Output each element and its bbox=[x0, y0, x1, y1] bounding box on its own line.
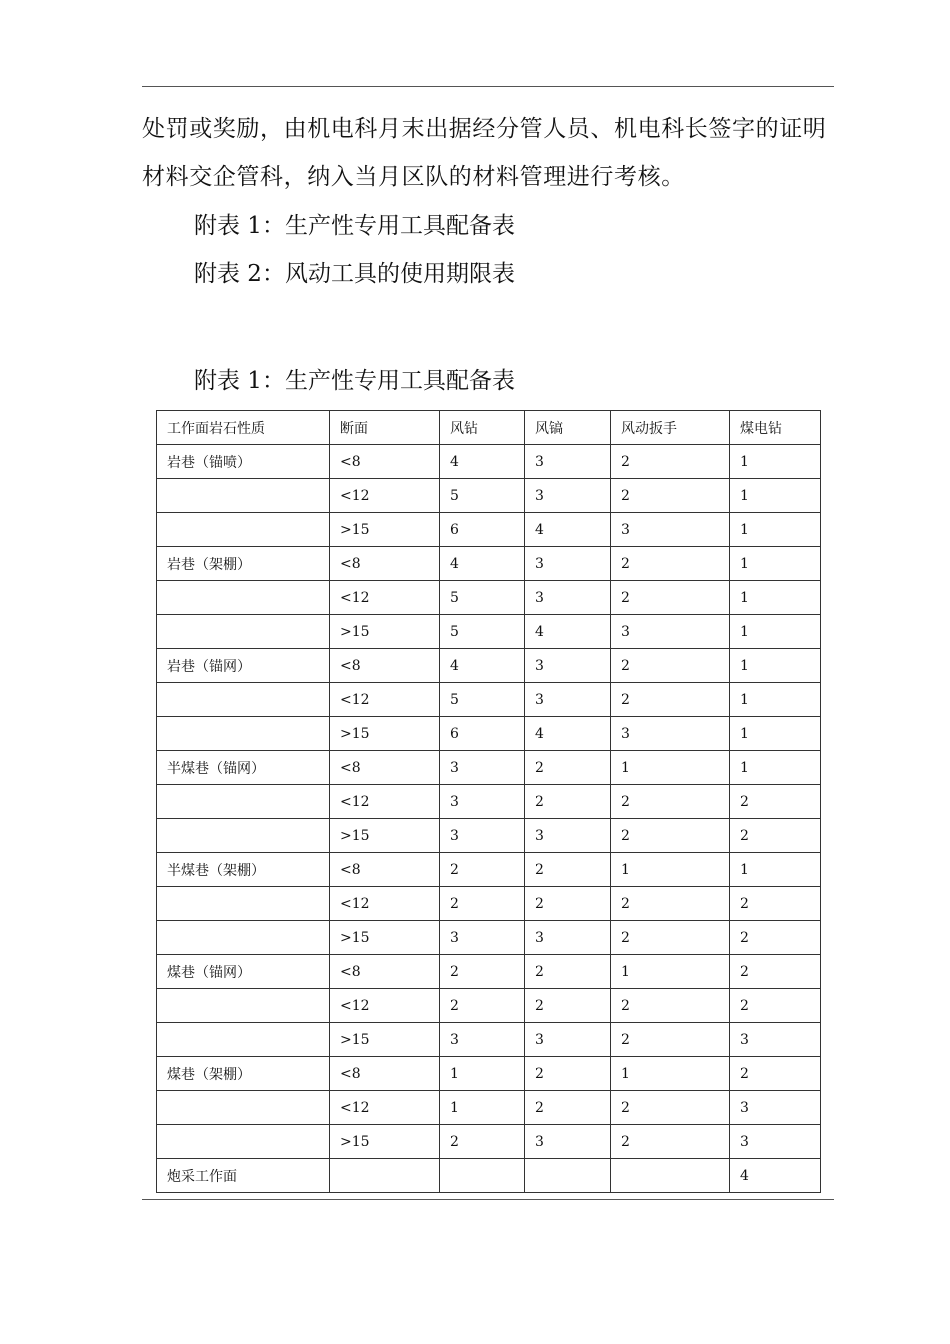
cell-section: <8 bbox=[330, 955, 440, 989]
cell-coal-drill: 1 bbox=[730, 717, 821, 751]
cell-coal-drill: 1 bbox=[730, 479, 821, 513]
cell-pneumatic-pick: 3 bbox=[525, 683, 611, 717]
cell-pneumatic-pick: 2 bbox=[525, 887, 611, 921]
cell-pneumatic-wrench: 2 bbox=[611, 785, 730, 819]
cell-pneumatic-drill: 4 bbox=[440, 649, 525, 683]
table-row bbox=[157, 513, 821, 547]
cell-rock-type bbox=[157, 819, 330, 853]
cell-rock-type bbox=[157, 1023, 330, 1057]
cell-rock-type bbox=[157, 1091, 330, 1125]
header-pneumatic-drill: 风钻 bbox=[440, 411, 525, 445]
cell-coal-drill: 1 bbox=[730, 547, 821, 581]
cell-pneumatic-pick: 2 bbox=[525, 989, 611, 1023]
cell-coal-drill: 2 bbox=[730, 989, 821, 1023]
header-rock-type: 工作面岩石性质 bbox=[157, 411, 330, 445]
cell-coal-drill: 2 bbox=[730, 921, 821, 955]
appendix-line-1: 附表 1：生产性专用工具配备表 bbox=[194, 213, 515, 239]
cell-pneumatic-pick: 2 bbox=[525, 853, 611, 887]
cell-coal-drill: 1 bbox=[730, 649, 821, 683]
cell-pneumatic-drill: 2 bbox=[440, 955, 525, 989]
cell-section: <8 bbox=[330, 547, 440, 581]
cell-pneumatic-drill: 1 bbox=[440, 1057, 525, 1091]
cell-pneumatic-drill: 6 bbox=[440, 513, 525, 547]
cell-pneumatic-drill: 2 bbox=[440, 853, 525, 887]
cell-section: >15 bbox=[330, 513, 440, 547]
cell-section: <12 bbox=[330, 683, 440, 717]
table-row bbox=[157, 785, 821, 819]
cell-pneumatic-wrench: 3 bbox=[611, 717, 730, 751]
cell-pneumatic-pick: 3 bbox=[525, 1023, 611, 1057]
cell-pneumatic-wrench: 2 bbox=[611, 1023, 730, 1057]
cell-rock-type bbox=[157, 615, 330, 649]
table-row bbox=[157, 683, 821, 717]
cell-pneumatic-drill bbox=[440, 1159, 525, 1193]
table-row bbox=[157, 1159, 821, 1193]
cell-pneumatic-wrench: 2 bbox=[611, 683, 730, 717]
cell-pneumatic-pick: 3 bbox=[525, 921, 611, 955]
cell-pneumatic-pick: 4 bbox=[525, 513, 611, 547]
body-paragraph: 处罚或奖励，由机电科月末出据经分管人员、机电科长签字的证明材料交企管科，纳入当月区队的材料管理进行考核。 bbox=[142, 116, 827, 190]
cell-rock-type: 煤巷（架棚） bbox=[157, 1057, 330, 1091]
cell-section: <12 bbox=[330, 581, 440, 615]
cell-section: <8 bbox=[330, 751, 440, 785]
cell-coal-drill: 1 bbox=[730, 513, 821, 547]
table-row bbox=[157, 1023, 821, 1057]
cell-rock-type: 岩巷（锚喷） bbox=[157, 445, 330, 479]
cell-coal-drill: 1 bbox=[730, 581, 821, 615]
cell-rock-type bbox=[157, 513, 330, 547]
cell-pneumatic-wrench: 2 bbox=[611, 989, 730, 1023]
cell-coal-drill: 1 bbox=[730, 853, 821, 887]
cell-pneumatic-wrench: 1 bbox=[611, 751, 730, 785]
cell-pneumatic-pick: 4 bbox=[525, 717, 611, 751]
cell-pneumatic-drill: 3 bbox=[440, 921, 525, 955]
cell-coal-drill: 3 bbox=[730, 1023, 821, 1057]
cell-rock-type: 半煤巷（锚网） bbox=[157, 751, 330, 785]
cell-coal-drill: 1 bbox=[730, 751, 821, 785]
cell-pneumatic-pick: 3 bbox=[525, 581, 611, 615]
cell-pneumatic-drill: 5 bbox=[440, 683, 525, 717]
cell-pneumatic-pick: 3 bbox=[525, 1125, 611, 1159]
table-row bbox=[157, 955, 821, 989]
cell-rock-type: 岩巷（锚网） bbox=[157, 649, 330, 683]
cell-pneumatic-wrench: 2 bbox=[611, 921, 730, 955]
cell-section: >15 bbox=[330, 819, 440, 853]
table-row bbox=[157, 649, 821, 683]
cell-rock-type: 煤巷（锚网） bbox=[157, 955, 330, 989]
cell-rock-type bbox=[157, 1125, 330, 1159]
cell-pneumatic-drill: 2 bbox=[440, 887, 525, 921]
table-row bbox=[157, 819, 821, 853]
cell-rock-type: 炮采工作面 bbox=[157, 1159, 330, 1193]
cell-pneumatic-wrench: 3 bbox=[611, 615, 730, 649]
cell-pneumatic-drill: 1 bbox=[440, 1091, 525, 1125]
cell-coal-drill: 3 bbox=[730, 1091, 821, 1125]
cell-pneumatic-wrench: 2 bbox=[611, 581, 730, 615]
cell-coal-drill: 2 bbox=[730, 887, 821, 921]
cell-coal-drill: 1 bbox=[730, 615, 821, 649]
cell-rock-type bbox=[157, 921, 330, 955]
cell-pneumatic-drill: 2 bbox=[440, 1125, 525, 1159]
cell-pneumatic-drill: 3 bbox=[440, 819, 525, 853]
header-rule bbox=[142, 86, 834, 87]
cell-section: <12 bbox=[330, 479, 440, 513]
table-row bbox=[157, 445, 821, 479]
cell-coal-drill: 3 bbox=[730, 1125, 821, 1159]
table-row bbox=[157, 887, 821, 921]
table-row bbox=[157, 717, 821, 751]
cell-section: <8 bbox=[330, 1057, 440, 1091]
cell-pneumatic-pick: 2 bbox=[525, 785, 611, 819]
footer-rule bbox=[142, 1199, 834, 1200]
cell-pneumatic-wrench: 1 bbox=[611, 853, 730, 887]
cell-rock-type bbox=[157, 887, 330, 921]
table-caption: 附表 1：生产性专用工具配备表 bbox=[194, 368, 515, 394]
cell-pneumatic-wrench bbox=[611, 1159, 730, 1193]
cell-pneumatic-wrench: 3 bbox=[611, 513, 730, 547]
cell-pneumatic-wrench: 2 bbox=[611, 445, 730, 479]
header-pneumatic-wrench: 风动扳手 bbox=[611, 411, 730, 445]
table-row bbox=[157, 581, 821, 615]
cell-rock-type: 半煤巷（架棚） bbox=[157, 853, 330, 887]
cell-pneumatic-drill: 4 bbox=[440, 445, 525, 479]
cell-pneumatic-drill: 4 bbox=[440, 547, 525, 581]
header-section: 断面 bbox=[330, 411, 440, 445]
cell-pneumatic-wrench: 2 bbox=[611, 479, 730, 513]
cell-rock-type bbox=[157, 717, 330, 751]
cell-rock-type bbox=[157, 479, 330, 513]
appendix-line-2: 附表 2：风动工具的使用期限表 bbox=[194, 261, 515, 287]
cell-rock-type: 岩巷（架棚） bbox=[157, 547, 330, 581]
cell-pneumatic-wrench: 1 bbox=[611, 1057, 730, 1091]
table-header-row bbox=[157, 411, 821, 445]
table-row bbox=[157, 921, 821, 955]
cell-rock-type bbox=[157, 785, 330, 819]
header-coal-drill: 煤电钻 bbox=[730, 411, 821, 445]
cell-pneumatic-drill: 3 bbox=[440, 785, 525, 819]
cell-pneumatic-wrench: 2 bbox=[611, 1125, 730, 1159]
table-row bbox=[157, 853, 821, 887]
cell-pneumatic-wrench: 2 bbox=[611, 649, 730, 683]
cell-section: <8 bbox=[330, 853, 440, 887]
cell-coal-drill: 2 bbox=[730, 785, 821, 819]
table-row bbox=[157, 1125, 821, 1159]
cell-pneumatic-wrench: 2 bbox=[611, 887, 730, 921]
table-row bbox=[157, 479, 821, 513]
cell-coal-drill: 4 bbox=[730, 1159, 821, 1193]
cell-pneumatic-wrench: 1 bbox=[611, 955, 730, 989]
cell-pneumatic-pick: 2 bbox=[525, 955, 611, 989]
cell-pneumatic-pick: 3 bbox=[525, 547, 611, 581]
header-pneumatic-pick: 风镐 bbox=[525, 411, 611, 445]
cell-pneumatic-pick: 2 bbox=[525, 1057, 611, 1091]
cell-pneumatic-pick: 3 bbox=[525, 445, 611, 479]
table-row bbox=[157, 1057, 821, 1091]
cell-coal-drill: 2 bbox=[730, 955, 821, 989]
cell-pneumatic-drill: 5 bbox=[440, 581, 525, 615]
cell-section: <12 bbox=[330, 887, 440, 921]
cell-rock-type bbox=[157, 683, 330, 717]
cell-pneumatic-pick: 3 bbox=[525, 479, 611, 513]
table-row bbox=[157, 547, 821, 581]
cell-section bbox=[330, 1159, 440, 1193]
table-row bbox=[157, 751, 821, 785]
cell-section: <8 bbox=[330, 649, 440, 683]
cell-section: >15 bbox=[330, 1125, 440, 1159]
cell-section: <8 bbox=[330, 445, 440, 479]
cell-pneumatic-pick: 2 bbox=[525, 751, 611, 785]
cell-section: <12 bbox=[330, 785, 440, 819]
cell-section: >15 bbox=[330, 921, 440, 955]
cell-pneumatic-pick: 4 bbox=[525, 615, 611, 649]
cell-coal-drill: 1 bbox=[730, 683, 821, 717]
table-row bbox=[157, 989, 821, 1023]
cell-pneumatic-pick: 3 bbox=[525, 819, 611, 853]
cell-pneumatic-drill: 5 bbox=[440, 615, 525, 649]
cell-section: <12 bbox=[330, 989, 440, 1023]
cell-pneumatic-pick: 2 bbox=[525, 1091, 611, 1125]
cell-coal-drill: 2 bbox=[730, 1057, 821, 1091]
cell-pneumatic-wrench: 2 bbox=[611, 1091, 730, 1125]
cell-coal-drill: 1 bbox=[730, 445, 821, 479]
table-row bbox=[157, 615, 821, 649]
cell-section: <12 bbox=[330, 1091, 440, 1125]
cell-section: >15 bbox=[330, 1023, 440, 1057]
tool-allocation-table bbox=[156, 410, 821, 1193]
cell-section: >15 bbox=[330, 615, 440, 649]
cell-pneumatic-drill: 5 bbox=[440, 479, 525, 513]
cell-section: >15 bbox=[330, 717, 440, 751]
cell-pneumatic-pick: 3 bbox=[525, 649, 611, 683]
cell-pneumatic-wrench: 2 bbox=[611, 819, 730, 853]
cell-pneumatic-drill: 3 bbox=[440, 1023, 525, 1057]
table-body bbox=[157, 445, 821, 1193]
cell-pneumatic-wrench: 2 bbox=[611, 547, 730, 581]
cell-coal-drill: 2 bbox=[730, 819, 821, 853]
cell-rock-type bbox=[157, 581, 330, 615]
cell-pneumatic-drill: 6 bbox=[440, 717, 525, 751]
table-row bbox=[157, 1091, 821, 1125]
cell-rock-type bbox=[157, 989, 330, 1023]
cell-pneumatic-pick bbox=[525, 1159, 611, 1193]
cell-pneumatic-drill: 3 bbox=[440, 751, 525, 785]
cell-pneumatic-drill: 2 bbox=[440, 989, 525, 1023]
